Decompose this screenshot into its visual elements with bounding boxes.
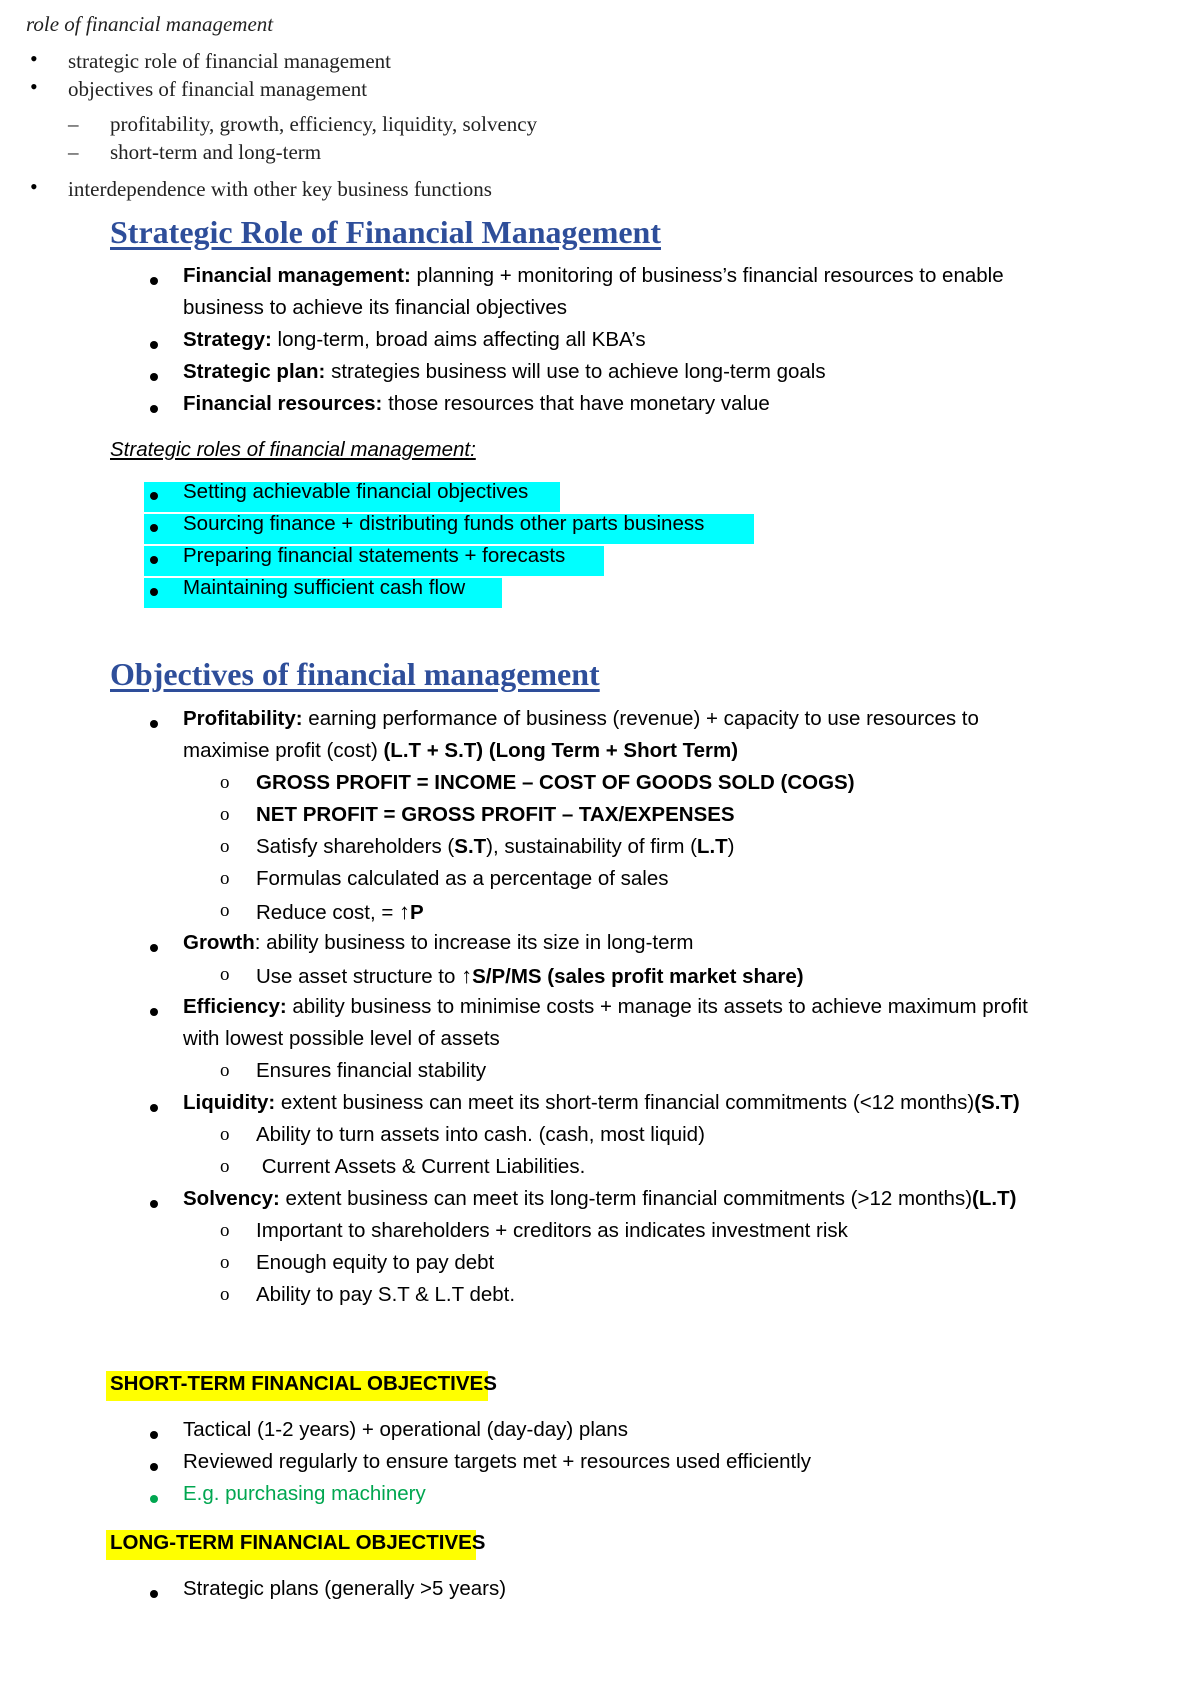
bullet-icon [150,373,158,381]
up-arrow-icon: ↑ [399,899,411,924]
syllabus-subpoint: profitability, growth, efficiency, liquidity, solvency [110,112,538,136]
short-term-item: Tactical (1-2 years) + operational (day-day) plans [183,1418,628,1441]
bullet-icon [150,1495,158,1503]
sub-bullet-icon: o [220,1156,230,1177]
growth-sub-item: Use asset structure to ↑S/P/MS (sales profit market share) [256,963,804,988]
syllabus-title: role of financial management [26,12,274,36]
definition-continuation: business to achieve its financial objectives [183,296,568,319]
role-item: Setting achievable financial objectives [183,480,529,503]
long-term-heading: LONG-TERM FINANCIAL OBJECTIVES [110,1531,486,1554]
profit-sub-item: Formulas calculated as a percentage of sales [256,867,669,890]
up-arrow-icon: ↑ [461,963,473,988]
syllabus-point: strategic role of financial management [68,49,392,73]
profit-sub-item: Reduce cost, = ↑P [256,899,424,924]
bullet-icon [150,1200,158,1208]
profitability-continuation: maximise profit (cost) (L.T + S.T) (Long Term + Short Term) [183,739,739,762]
role-item: Maintaining sufficient cash flow [183,576,466,599]
bullet-icon [150,720,158,728]
sub-bullet-icon: o [220,1060,230,1081]
bullet-icon: • [30,74,38,99]
profitability-item: Profitability: earning performance of business (revenue) + capacity to use resources to [183,707,979,730]
dash-icon: – [68,112,79,136]
bullet-icon [150,405,158,413]
bullet-icon [150,1590,158,1598]
sub-bullet-icon: o [220,900,230,921]
liquidity-sub-item: Current Assets & Current Liabilities. [256,1155,586,1178]
bullet-icon [150,524,158,532]
bullet-icon [150,944,158,952]
profit-sub-item: GROSS PROFIT = INCOME – COST OF GOODS SOLD (COGS) [256,771,855,794]
efficiency-item: Efficiency: ability business to minimise costs + manage its assets to achieve maximum profit [183,995,1028,1018]
liquidity-item: Liquidity: extent business can meet its short-term financial commitments (<12 months)(S.T) [183,1091,1020,1114]
solvency-sub-item: Ability to pay S.T & L.T debt. [256,1283,516,1306]
definition-item: Strategic plan: strategies business will use to achieve long-term goals [183,360,826,383]
solvency-sub-item: Enough equity to pay debt [256,1251,495,1274]
long-term-item: Strategic plans (generally >5 years) [183,1577,507,1600]
bullet-icon [150,277,158,285]
bullet-icon: • [30,46,38,71]
strategic-role-heading: Strategic Role of Financial Management [110,214,661,250]
sub-bullet-icon: o [220,772,230,793]
sub-bullet-icon: o [220,1252,230,1273]
sub-bullet-icon: o [220,1220,230,1241]
definition-item: Financial resources: those resources that have monetary value [183,392,770,415]
strategic-roles-subheading: Strategic roles of financial management: [110,438,476,461]
bullet-icon [150,341,158,349]
sub-bullet-icon: o [220,836,230,857]
short-term-example: E.g. purchasing machinery [183,1482,426,1505]
bullet-icon [150,1463,158,1471]
bullet-icon [150,556,158,564]
objectives-heading: Objectives of financial management [110,656,600,692]
solvency-item: Solvency: extent business can meet its long-term financial commitments (>12 months)(L.T) [183,1187,1017,1210]
profit-sub-item: Satisfy shareholders (S.T), sustainability of firm (L.T) [256,835,735,858]
liquidity-sub-item: Ability to turn assets into cash. (cash, most liquid) [256,1123,705,1146]
solvency-sub-item: Important to shareholders + creditors as indicates investment risk [256,1219,848,1242]
sub-bullet-icon: o [220,804,230,825]
bullet-icon [150,1431,158,1439]
sub-bullet-icon: o [220,964,230,985]
growth-item: Growth: ability business to increase its size in long-term [183,931,694,954]
bullet-icon [150,1008,158,1016]
syllabus-point: objectives of financial management [68,77,368,101]
sub-bullet-icon: o [220,868,230,889]
sub-bullet-icon: o [220,1124,230,1145]
role-item: Preparing financial statements + forecasts [183,544,566,567]
role-item: Sourcing finance + distributing funds other parts business [183,512,705,535]
bullet-icon [150,492,158,500]
profit-sub-item: NET PROFIT = GROSS PROFIT – TAX/EXPENSES [256,803,735,826]
short-term-item: Reviewed regularly to ensure targets met + resources used efficiently [183,1450,812,1473]
efficiency-sub-item: Ensures financial stability [256,1059,487,1082]
dash-icon: – [68,140,79,164]
syllabus-subpoint: short-term and long-term [110,140,322,164]
bullet-icon [150,588,158,596]
definition-item: Strategy: long-term, broad aims affecting all KBA’s [183,328,646,351]
bullet-icon [150,1104,158,1112]
definition-item: Financial management: planning + monitoring of business’s financial resources to enable [183,264,1004,287]
bullet-icon: • [30,174,38,199]
syllabus-point: interdependence with other key business functions [68,177,492,201]
sub-bullet-icon: o [220,1284,230,1305]
efficiency-continuation: with lowest possible level of assets [183,1027,500,1050]
short-term-heading: SHORT-TERM FINANCIAL OBJECTIVES [110,1372,497,1395]
